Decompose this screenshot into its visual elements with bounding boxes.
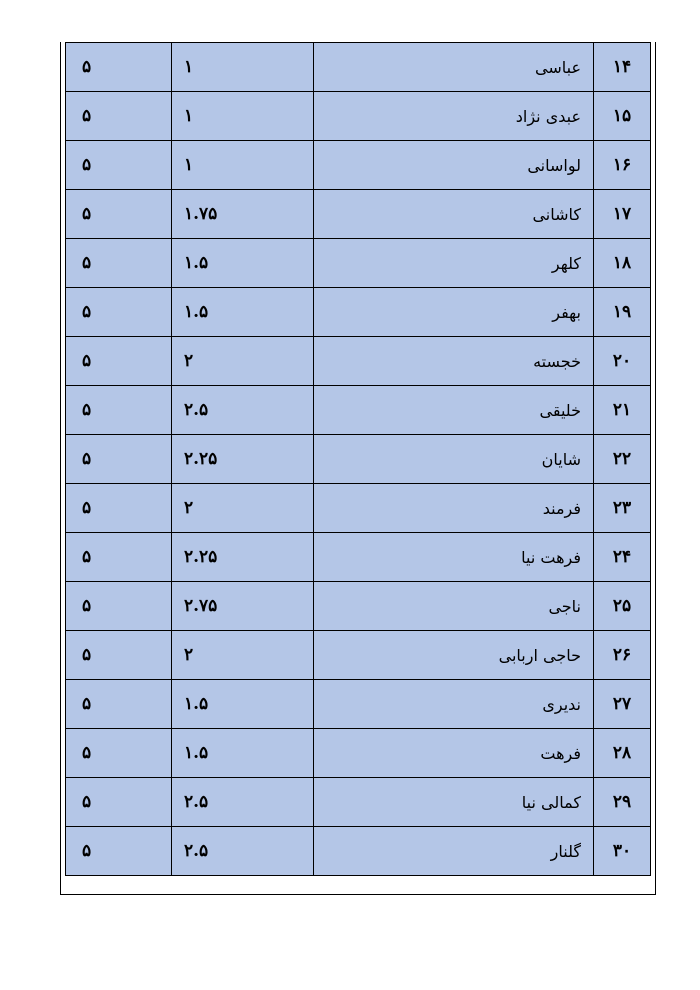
row-number: ۲۴ [594,533,651,582]
table-row [66,484,651,533]
grades-table-body [66,43,651,876]
student-score: ۲ [172,631,314,680]
table-row [66,92,651,141]
grades-table-frame [60,42,656,895]
max-score: ۵ [66,43,172,92]
row-number: ۳۰ [594,827,651,876]
row-number: ۲۵ [594,582,651,631]
student-score: ۱.۵ [172,680,314,729]
table-row [66,43,651,92]
student-score: ۱.۵ [172,288,314,337]
row-number: ۲۹ [594,778,651,827]
student-score: ۲.۲۵ [172,533,314,582]
max-score: ۵ [66,386,172,435]
row-number: ۲۲ [594,435,651,484]
table-row [66,386,651,435]
max-score: ۵ [66,533,172,582]
student-score: ۲ [172,337,314,386]
table-row [66,680,651,729]
max-score: ۵ [66,92,172,141]
max-score: ۵ [66,337,172,386]
student-name: فرمند [314,484,594,533]
student-name: ندیری [314,680,594,729]
max-score: ۵ [66,729,172,778]
table-row [66,778,651,827]
table-row [66,827,651,876]
table-row [66,435,651,484]
table-row [66,582,651,631]
student-score: ۲.۲۵ [172,435,314,484]
row-number: ۱۵ [594,92,651,141]
row-number: ۲۶ [594,631,651,680]
student-name: فرهت نیا [314,533,594,582]
student-score: ۱.۵ [172,729,314,778]
grades-table [65,42,651,876]
student-name: خجسته [314,337,594,386]
student-score: ۲.۷۵ [172,582,314,631]
table-row [66,337,651,386]
row-number: ۲۳ [594,484,651,533]
row-number: ۱۹ [594,288,651,337]
student-name: ناجی [314,582,594,631]
table-row [66,190,651,239]
max-score: ۵ [66,827,172,876]
student-score: ۲ [172,484,314,533]
student-score: ۲.۵ [172,386,314,435]
max-score: ۵ [66,239,172,288]
student-name: کلهر [314,239,594,288]
max-score: ۵ [66,288,172,337]
max-score: ۵ [66,582,172,631]
student-name: گلنار [314,827,594,876]
student-name: کمالی نیا [314,778,594,827]
max-score: ۵ [66,435,172,484]
student-name: حاجی اربابی [314,631,594,680]
max-score: ۵ [66,680,172,729]
row-number: ۲۸ [594,729,651,778]
student-name: شایان [314,435,594,484]
student-score: ۱ [172,43,314,92]
row-number: ۲۱ [594,386,651,435]
table-row [66,288,651,337]
max-score: ۵ [66,141,172,190]
row-number: ۲۰ [594,337,651,386]
student-score: ۲.۵ [172,778,314,827]
max-score: ۵ [66,778,172,827]
table-row [66,729,651,778]
table-row [66,631,651,680]
row-number: ۲۷ [594,680,651,729]
max-score: ۵ [66,631,172,680]
row-number: ۱۶ [594,141,651,190]
row-number: ۱۸ [594,239,651,288]
student-name: بهفر [314,288,594,337]
student-name: عبدی نژاد [314,92,594,141]
table-row [66,533,651,582]
student-score: ۲.۵ [172,827,314,876]
student-name: عباسی [314,43,594,92]
student-name: کاشانی [314,190,594,239]
max-score: ۵ [66,484,172,533]
row-number: ۱۴ [594,43,651,92]
table-row [66,239,651,288]
student-name: خلیقی [314,386,594,435]
table-row [66,141,651,190]
row-number: ۱۷ [594,190,651,239]
student-score: ۱ [172,141,314,190]
student-score: ۱.۷۵ [172,190,314,239]
student-name: فرهت [314,729,594,778]
student-name: لواسانی [314,141,594,190]
student-score: ۱ [172,92,314,141]
student-score: ۱.۵ [172,239,314,288]
max-score: ۵ [66,190,172,239]
